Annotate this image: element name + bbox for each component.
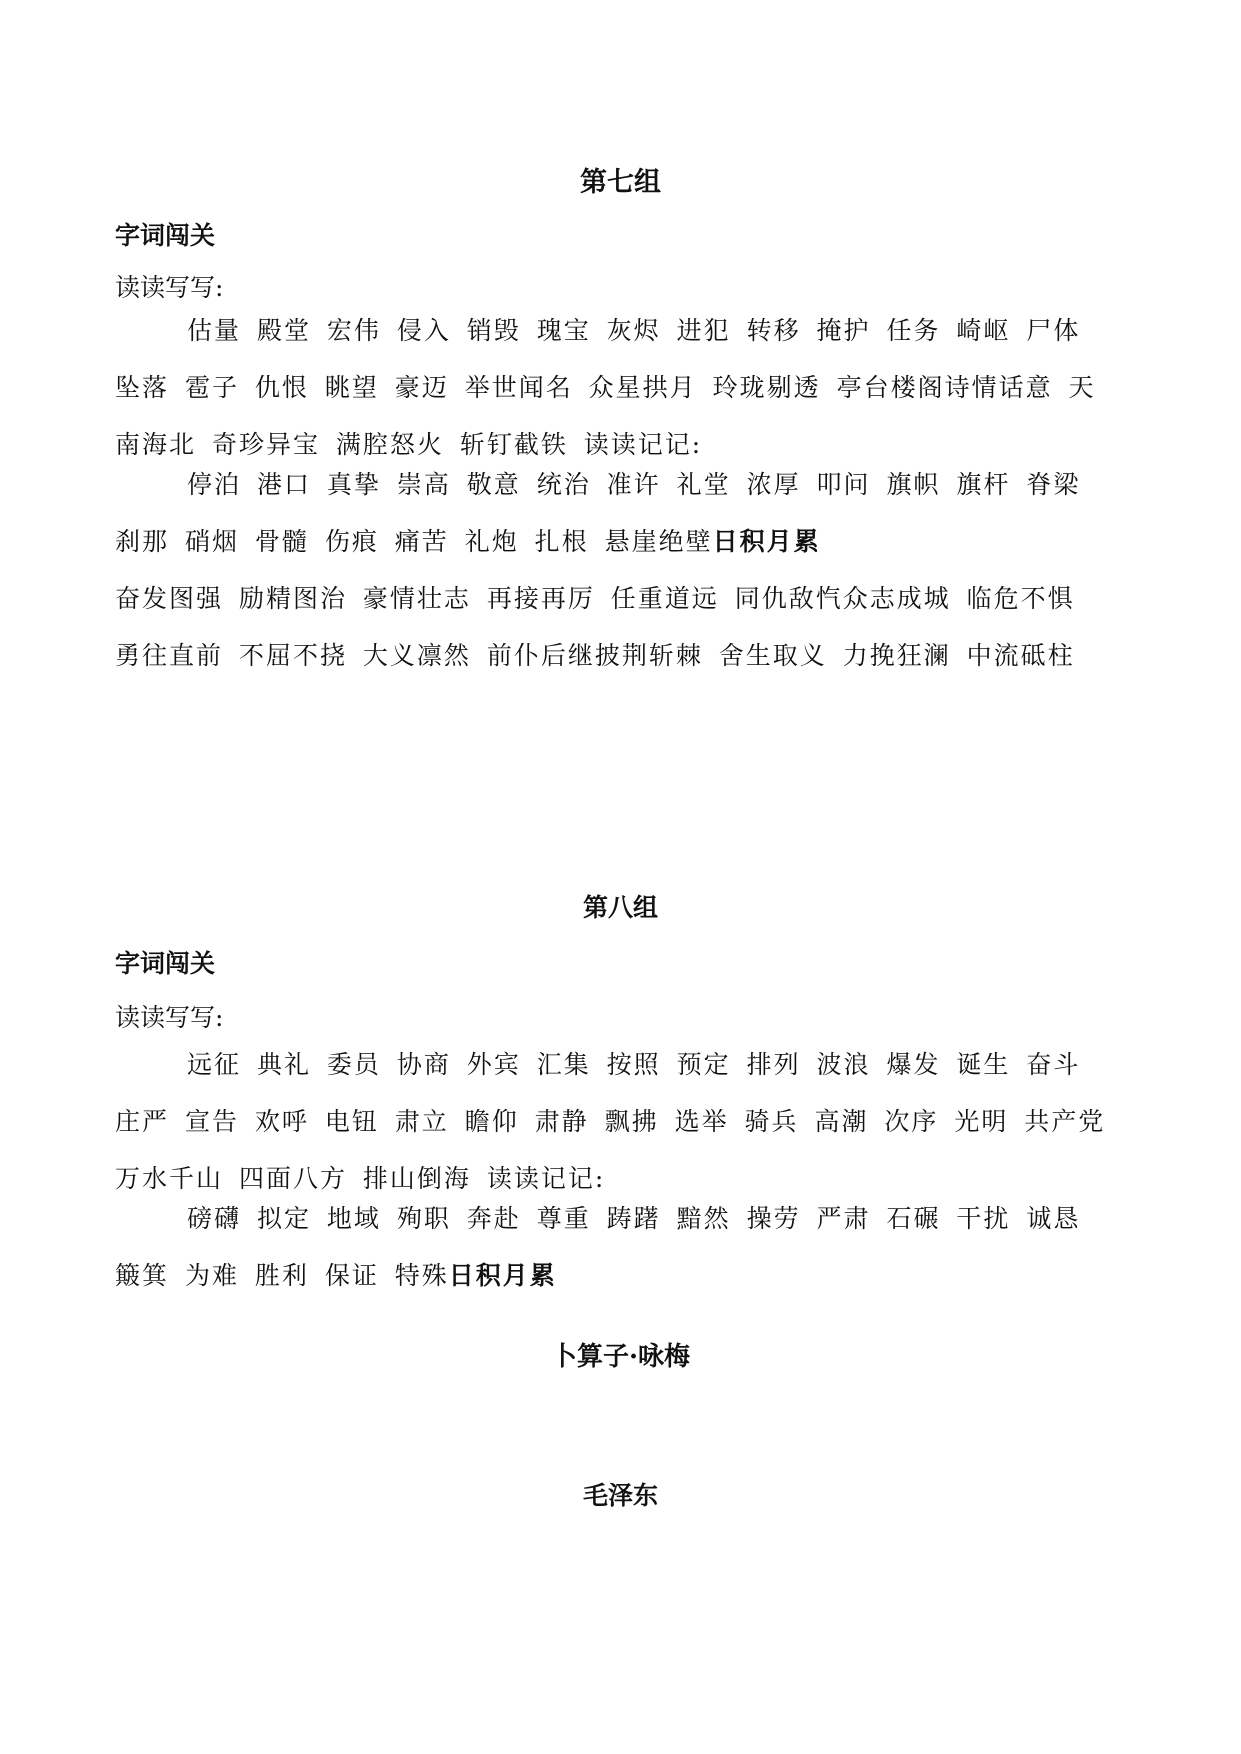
group8-rw-line-2: 庄严 宣告 欢呼 电钮 肃立 瞻仰 肃静 飘拂 选举 骑兵 高潮 次序 光明 共产党 — [115, 1107, 1106, 1136]
group8-rm-line-1: 磅礴 拟定 地域 殉职 奔赴 尊重 踌躇 黯然 操劳 严肃 石碾 干扰 诚恳 — [187, 1204, 1081, 1233]
poem-title: 卜算子·咏梅 — [550, 1342, 691, 1372]
group8-accumulation-label: 日积月累 — [448, 1261, 557, 1290]
group8-rm-line-2: 簸箕 为难 胜利 保证 特殊 — [115, 1261, 449, 1290]
group7-rw-line-1: 估量 殿堂 宏伟 侵入 销毁 瑰宝 灰烬 进犯 转移 掩护 任务 崎岖 尸体 — [187, 316, 1081, 345]
group7-read-remember-words — [115, 456, 1145, 684]
group8-section-heading: 字词闯关 — [115, 949, 216, 978]
group7-rm-line-2-wrap — [115, 513, 1145, 570]
poem-author: 毛泽东 — [582, 1481, 658, 1510]
group8-rw-line-1: 远征 典礼 委员 协商 外宾 汇集 按照 预定 排列 波浪 爆发 诞生 奋斗 — [187, 1050, 1081, 1079]
group7-rw-line-2: 坠落 雹子 仇恨 眺望 豪迈 举世闻名 众星拱月 玲珑剔透 亭台楼阁诗情话意 天 — [115, 373, 1096, 402]
group8-read-remember-words — [115, 1190, 1145, 1304]
group7-rw-line-3: 南海北 奇珍异宝 满腔怒火 斩钉截铁 读读记记: — [115, 430, 703, 459]
group7-read-write-words — [115, 302, 1145, 473]
group7-title: 第七组 — [580, 167, 661, 198]
group7-section-heading: 字词闯关 — [115, 221, 216, 250]
group7-accum-line-1: 奋发图强 励精图治 豪情壮志 再接再厉 任重道远 同仇敌忾众志成城 临危不惧 — [115, 584, 1075, 613]
group7-accum-line-2: 勇往直前 不屈不挠 大义凛然 前仆后继披荆斩棘 舍生取义 力挽狂澜 中流砥柱 — [115, 641, 1075, 670]
group8-title: 第八组 — [582, 893, 658, 922]
group7-rm-line-1: 停泊 港口 真挚 崇高 敬意 统治 准许 礼堂 浓厚 叩问 旗帜 旗杆 脊梁 — [187, 470, 1081, 499]
group7-rm-line-2: 刹那 硝烟 骨髓 伤痕 痛苦 礼炮 扎根 悬崖绝壁 — [115, 527, 713, 556]
group8-read-write-words — [115, 1036, 1145, 1207]
group8-rm-line-2-wrap — [115, 1247, 1145, 1304]
group8-read-write-label: 读读写写: — [115, 1003, 224, 1032]
group7-read-write-label: 读读写写: — [115, 273, 224, 302]
group8-rw-line-3: 万水千山 四面八方 排山倒海 读读记记: — [115, 1164, 606, 1193]
group7-accumulation-label: 日积月累 — [712, 527, 821, 556]
